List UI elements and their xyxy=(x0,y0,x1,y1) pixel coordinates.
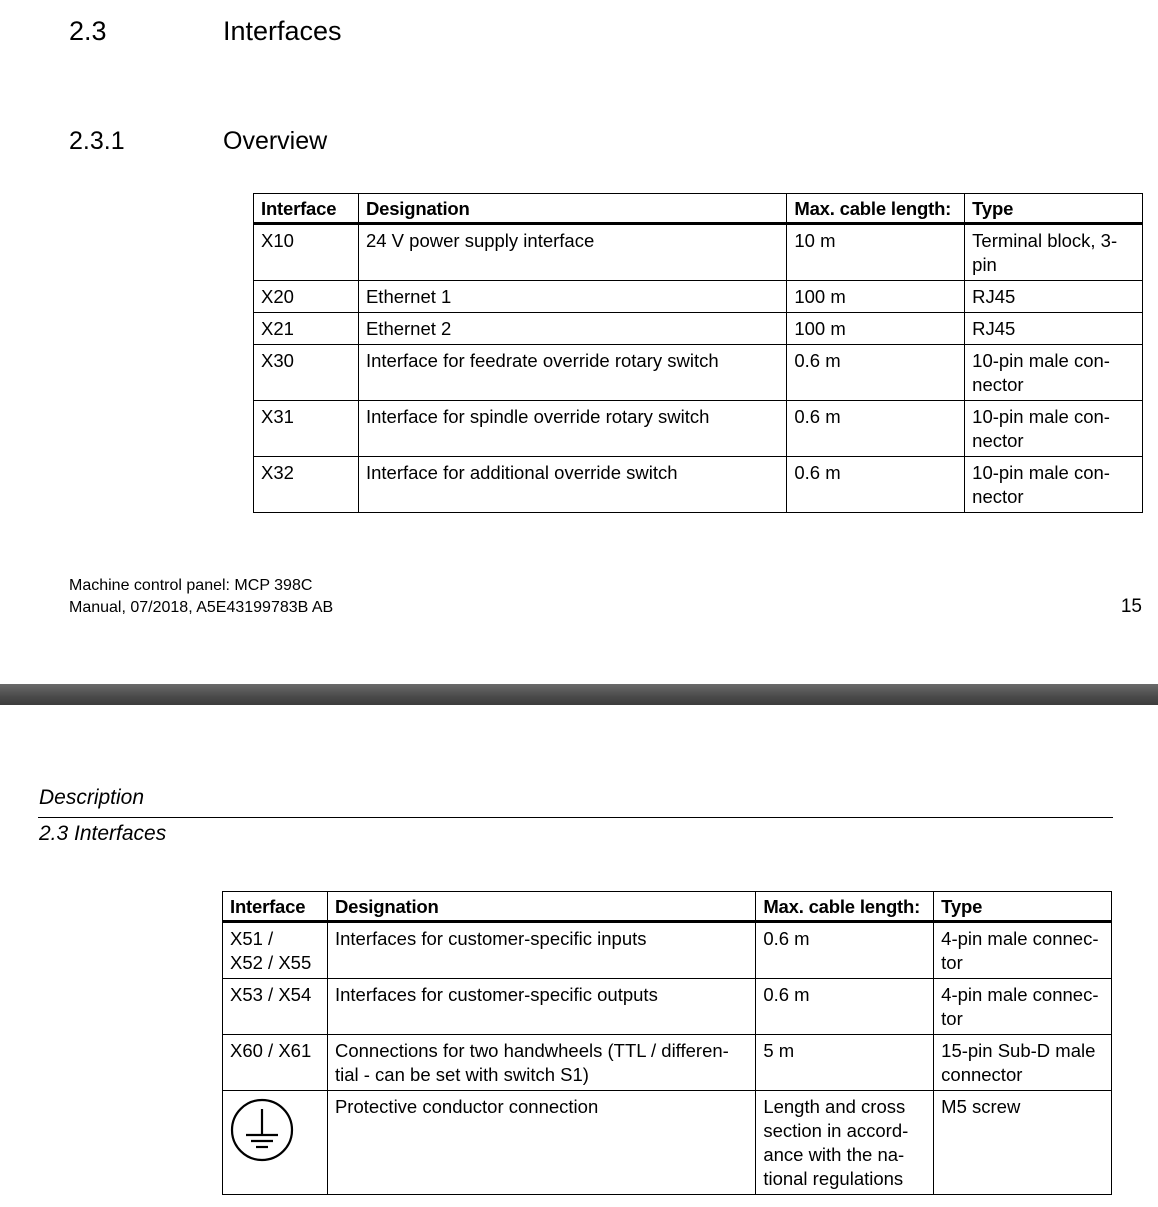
designation-cell: Interface for additional override switch xyxy=(358,457,786,513)
type-line: connector xyxy=(941,1064,1023,1085)
interface-cell xyxy=(223,1091,328,1195)
table-row xyxy=(254,457,1143,513)
cable-length-cell xyxy=(756,1091,934,1195)
col-header-max-cable-length: Max. cable length: xyxy=(756,892,934,922)
running-header-chapter: Description xyxy=(39,786,145,809)
interface-line: X52 / X55 xyxy=(230,952,312,973)
type-line: pin xyxy=(972,254,997,275)
type-cell xyxy=(934,922,1112,979)
table-row xyxy=(254,224,1143,281)
type-cell xyxy=(934,1035,1112,1091)
type-line: 4-pin male connec- xyxy=(941,984,1099,1005)
designation-line: tial - can be set with switch S1) xyxy=(334,1064,589,1085)
interface-cell xyxy=(223,922,328,979)
type-line: 10-pin male con- xyxy=(972,462,1110,483)
col-header-designation: Designation xyxy=(327,892,755,922)
interface-cell: X60 / X61 xyxy=(223,1035,328,1091)
designation-line: Connections for two handwheels (TTL / differen- xyxy=(334,1040,729,1061)
type-cell xyxy=(965,401,1143,457)
cable-length-cell: 100 m xyxy=(787,281,965,313)
designation-cell: Interface for feedrate override rotary switch xyxy=(358,345,786,401)
protective-earth-icon xyxy=(229,1097,295,1163)
subsection-title: Overview xyxy=(223,127,328,155)
type-line: tor xyxy=(941,952,963,973)
type-cell: RJ45 xyxy=(965,313,1143,345)
cable-length-cell: 0.6 m xyxy=(787,401,965,457)
running-header-section: 2.3 Interfaces xyxy=(39,822,167,845)
designation-cell: Interfaces for customer-specific outputs xyxy=(327,979,755,1035)
interface-cell: X20 xyxy=(254,281,359,313)
col-header-interface: Interface xyxy=(254,194,359,224)
interface-cell: X21 xyxy=(254,313,359,345)
interface-cell: X32 xyxy=(254,457,359,513)
section-number: 2.3 xyxy=(69,16,107,46)
type-line: 10-pin male con- xyxy=(972,406,1110,427)
type-cell xyxy=(934,979,1112,1035)
interfaces-table-2 xyxy=(222,891,1112,1195)
cable-length-cell: 0.6 m xyxy=(787,345,965,401)
page-separator xyxy=(0,684,1158,705)
cable-length-cell: 5 m xyxy=(756,1035,934,1091)
footer-manual: Manual, 07/2018, A5E43199783B AB xyxy=(69,599,334,616)
col-header-type: Type xyxy=(934,892,1112,922)
type-cell: M5 screw xyxy=(934,1091,1112,1195)
interface-cell: X53 / X54 xyxy=(223,979,328,1035)
type-line: nector xyxy=(972,486,1024,507)
header-rule xyxy=(38,817,1113,818)
type-line: 10-pin male con- xyxy=(972,350,1110,371)
length-line: ance with the na- xyxy=(763,1144,905,1165)
type-line: tor xyxy=(941,1008,963,1029)
type-cell xyxy=(965,345,1143,401)
footer-product: Machine control panel: MCP 398C xyxy=(69,577,313,594)
table-row xyxy=(254,313,1143,345)
type-line: Terminal block, 3- xyxy=(972,230,1118,251)
table-header-row xyxy=(254,194,1143,224)
col-header-interface: Interface xyxy=(223,892,328,922)
table-row xyxy=(254,281,1143,313)
type-cell xyxy=(965,457,1143,513)
designation-cell: Interface for spindle override rotary switch xyxy=(358,401,786,457)
table-row xyxy=(223,922,1112,979)
interface-cell: X31 xyxy=(254,401,359,457)
table-row xyxy=(254,345,1143,401)
table-header-row xyxy=(223,892,1112,922)
table-row xyxy=(223,1091,1112,1195)
interface-cell: X10 xyxy=(254,224,359,281)
type-cell xyxy=(965,224,1143,281)
cable-length-cell: 10 m xyxy=(787,224,965,281)
col-header-max-cable-length: Max. cable length: xyxy=(787,194,965,224)
interface-cell: X30 xyxy=(254,345,359,401)
type-line: nector xyxy=(972,430,1024,451)
designation-cell: Ethernet 1 xyxy=(358,281,786,313)
type-cell: RJ45 xyxy=(965,281,1143,313)
interfaces-table-1 xyxy=(253,193,1143,513)
cable-length-cell: 100 m xyxy=(787,313,965,345)
designation-cell: Ethernet 2 xyxy=(358,313,786,345)
table-row xyxy=(223,1035,1112,1091)
section-title: Interfaces xyxy=(223,16,342,46)
page-number: 15 xyxy=(1120,596,1142,617)
col-header-designation: Designation xyxy=(358,194,786,224)
table-row xyxy=(223,979,1112,1035)
designation-cell: Interfaces for customer-specific inputs xyxy=(327,922,755,979)
designation-cell: Protective conductor connection xyxy=(327,1091,755,1195)
cable-length-cell: 0.6 m xyxy=(756,922,934,979)
cable-length-cell: 0.6 m xyxy=(787,457,965,513)
type-line: 15-pin Sub-D male xyxy=(941,1040,1096,1061)
length-line: section in accord- xyxy=(763,1120,909,1141)
col-header-type: Type xyxy=(965,194,1143,224)
subsection-number: 2.3.1 xyxy=(69,127,125,155)
type-line: 4-pin male connec- xyxy=(941,928,1099,949)
length-line: Length and cross xyxy=(763,1096,906,1117)
length-line: tional regulations xyxy=(763,1168,904,1189)
designation-cell: 24 V power supply interface xyxy=(358,224,786,281)
designation-cell xyxy=(327,1035,755,1091)
cable-length-cell: 0.6 m xyxy=(756,979,934,1035)
interface-line: X51 / xyxy=(230,928,274,949)
type-line: nector xyxy=(972,374,1024,395)
table-row xyxy=(254,401,1143,457)
